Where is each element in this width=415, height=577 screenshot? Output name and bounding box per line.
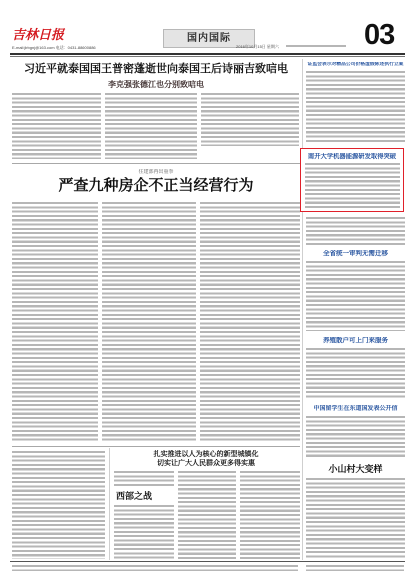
lead-headline: 习近平就泰国国王普密蓬逝世向泰国王后诗丽吉致唁电 bbox=[24, 63, 288, 75]
lead-subheadline: 李克强张德江也分别致唁电 bbox=[108, 80, 204, 89]
story-divider bbox=[12, 446, 300, 447]
brief-headline: 南开大学机器能源研发取得突破 bbox=[307, 153, 397, 160]
editor-credits-text bbox=[286, 45, 346, 47]
third-story-headline-line1: 扎实推进以人为核心的新型城镇化 bbox=[153, 451, 259, 458]
section-title: 国内国际 bbox=[163, 29, 255, 48]
brief-headline: 小山村大变样 bbox=[328, 464, 383, 474]
second-story-body-text bbox=[102, 202, 196, 442]
feature-body-text bbox=[114, 505, 174, 559]
brief-headline: 全省统一审判无需迁移 bbox=[323, 250, 388, 257]
second-story-kicker: 住建部再出重拳 bbox=[138, 169, 174, 175]
footer-text bbox=[12, 565, 298, 571]
story-divider bbox=[12, 163, 300, 164]
masthead-rule-thin bbox=[10, 56, 405, 57]
lead-body-text bbox=[201, 93, 299, 146]
brief-body-text bbox=[306, 71, 405, 143]
second-story-headline: 严查九种房企不正当经营行为 bbox=[58, 177, 254, 194]
brief-headline: 养殖散户可上门来服务 bbox=[323, 337, 388, 344]
page-number: 03 bbox=[364, 20, 395, 50]
feature-headline: 西部之战 bbox=[116, 491, 153, 501]
masthead-contact: E-mail:jlrbgnj@163.com 电话：0431-88600886 bbox=[12, 45, 96, 50]
third-story-headline-line2: 切实让广大人民群众更多得实惠 bbox=[157, 460, 255, 467]
third-story-body-text bbox=[178, 471, 236, 559]
brief-body-text bbox=[306, 348, 405, 399]
brief-headline: 中国留学生在东道国发表公开信 bbox=[313, 406, 398, 412]
brief-body-text bbox=[306, 261, 405, 331]
second-story-body-text bbox=[12, 202, 98, 442]
masthead-rule bbox=[10, 53, 405, 55]
brief-body-text bbox=[306, 416, 405, 457]
lead-body-text bbox=[105, 93, 197, 159]
brief-body-text bbox=[305, 163, 400, 208]
footer-rule bbox=[10, 561, 405, 562]
third-story-body-text bbox=[240, 471, 300, 559]
column-divider bbox=[109, 448, 110, 560]
brief-body-text bbox=[306, 478, 405, 559]
column-divider bbox=[302, 59, 303, 560]
issue-date: 2016年10月15日 星期六 bbox=[236, 44, 279, 49]
lower-left-body-text bbox=[12, 451, 105, 559]
second-story-body-text bbox=[200, 202, 300, 442]
brief-body-text bbox=[306, 217, 405, 245]
footer-text bbox=[306, 565, 404, 571]
masthead-logo: 吉林日报 bbox=[12, 27, 65, 42]
third-story-body-text bbox=[114, 471, 174, 488]
brief-headline: 证监会表示对精品公司价格虚假陈述执行立案 bbox=[307, 62, 404, 67]
lead-body-text bbox=[12, 93, 101, 159]
